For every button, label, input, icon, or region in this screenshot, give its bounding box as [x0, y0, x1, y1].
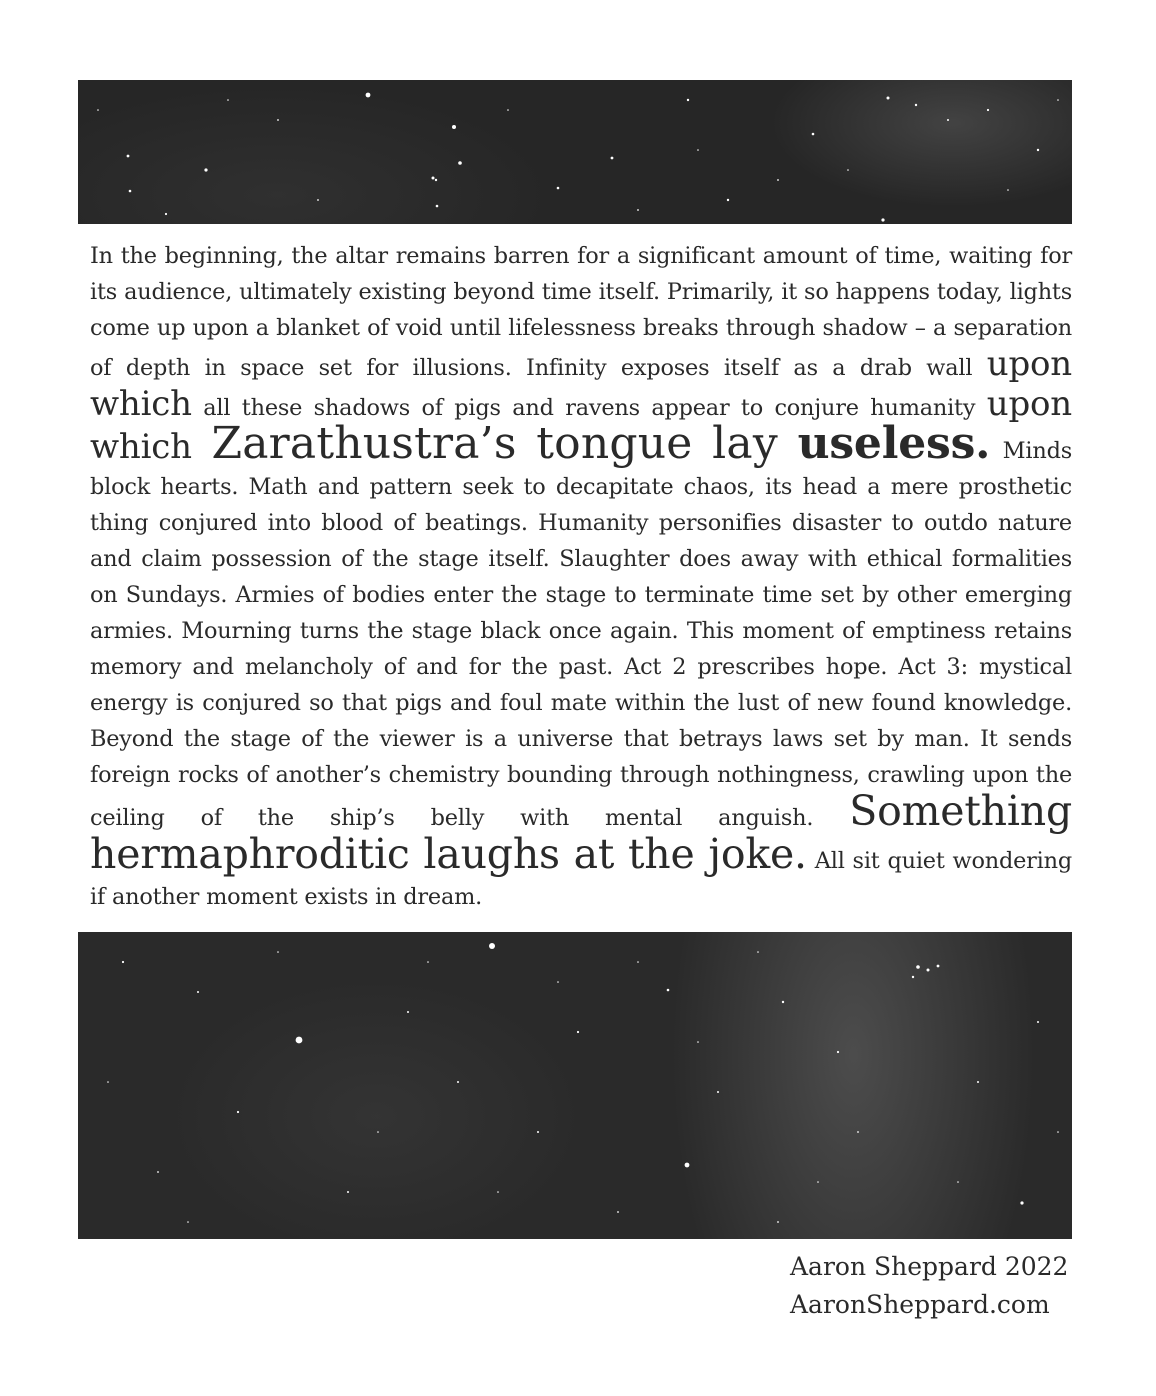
essay-text [90, 238, 1072, 915]
emphasis-zarathustra: Zarathustra’s tongue lay [191, 418, 798, 469]
starfield-bottom-stars [78, 932, 1072, 1239]
essay-part-3: Minds block hearts. Math and pattern seek to decapitate chaos, its head a mere prosthetic thing conjured into blood of beatings. Humanity personifies disaster to outdo nature and claim possession of the stage itself. Slaughter does away with ethical formalities on Sundays. Armies of bodies enter the stage to terminate time set by other emerging armies. Mourning turns the stage black once again. This moment of emptiness retains memory and melancholy of and for the past. Act 2 prescribes hope. Act 3: mystical energy is conjured so that pigs and foul mate within the lust of new found knowledge. Beyond the stage of the viewer is a universe that betrays laws set by man. It sends foreign rocks of another’s chemistry bounding through nothingness, crawling upon the ceiling of the ship’s belly with mental anguish. [90, 438, 1073, 831]
starfield-banner-bottom [78, 932, 1072, 1239]
emphasis-upon-which-2: upon which [90, 384, 1072, 467]
author-year: Aaron Sheppard 2022 [790, 1252, 1069, 1281]
emphasis-useless: useless. [797, 418, 991, 469]
emphasis-something-hermaphroditic: Something hermaphroditic laughs at the joke. [90, 787, 1072, 878]
author-website: AaronSheppard.com [790, 1290, 1050, 1319]
emphasis-upon-which-1: upon which [90, 344, 1072, 424]
essay-part-1: In the beginning, the altar remains barren for a significant amount of time, waiting for its audience, ultimately existing beyond time itself. Primarily, it so happens today, lights come up upon a blanket of void until lifelessness breaks through shadow – a separation of depth in space set for illusions. Infinity exposes itself as a drab wall [90, 243, 1072, 381]
starfield-banner-top [78, 80, 1072, 224]
essay-part-4: All sit quiet wondering if another moment exists in dream. [90, 848, 1072, 910]
starfield-top-stars [78, 80, 1072, 224]
essay-part-2: all these shadows of pigs and ravens appear to conjure humanity [191, 395, 987, 421]
credits [790, 1248, 1090, 1324]
